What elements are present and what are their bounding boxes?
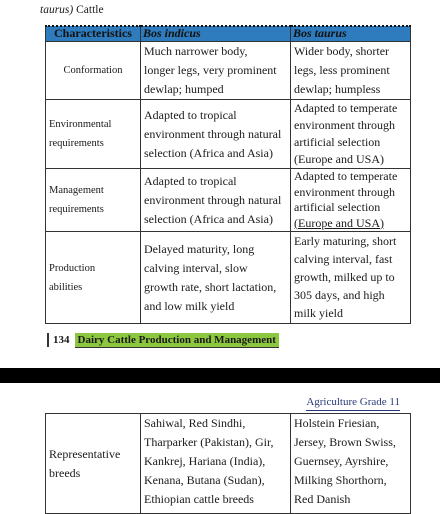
page-separator: [0, 368, 440, 383]
footer-title: Dairy Cattle Production and Management: [75, 333, 279, 348]
row-label-text: Production: [49, 262, 96, 274]
cell-line: Holstein Friesian,: [294, 416, 380, 430]
taurus-cell: [291, 42, 411, 100]
cell-line: Adapted to tropical: [144, 107, 237, 122]
cell-line: (Europe and USA): [294, 152, 384, 166]
cell-line: Adapted to temperate: [294, 101, 398, 115]
cell-line: environment through natural: [144, 192, 282, 207]
taurus-cell: [291, 232, 411, 324]
cell-line: Red Danish: [294, 492, 351, 506]
indicus-cell: [141, 42, 291, 100]
row-label-text: requirements: [49, 204, 104, 215]
cell-line: Early maturing, short: [294, 234, 397, 248]
bottom-page: [0, 383, 440, 506]
row-label-text: Management: [49, 185, 104, 196]
table-row: [46, 169, 411, 232]
row-label: [46, 232, 141, 324]
cell-line: Jersey, Brown Swiss,: [294, 435, 396, 449]
cell-line: (Europe and USA): [294, 215, 384, 230]
indicus-cell: [141, 232, 291, 324]
cell-line: Milking Shorthorn,: [294, 473, 387, 487]
header-bos-indicus: Bos indicus: [141, 26, 291, 42]
cell-line: Guernsey, Ayrshire,: [294, 454, 389, 468]
row-label-text: requirements: [49, 138, 104, 149]
row-label: [46, 100, 141, 169]
row-label: [46, 42, 141, 100]
cell-line: environment through: [294, 118, 395, 132]
table-row: [46, 232, 411, 324]
indicus-cell: [141, 169, 291, 232]
row-label: [46, 169, 141, 232]
table-caption: [40, 4, 104, 16]
table-header-row: [46, 26, 411, 42]
table-row: [46, 42, 411, 100]
cell-line: dewlap; humped: [144, 82, 224, 96]
cell-line: Wider body, shorter: [294, 44, 390, 58]
cell-line: selection (Africa and Asia): [144, 145, 273, 160]
row-label-text: abilities: [49, 281, 83, 293]
cell-line: calving interval, fast: [294, 252, 393, 266]
cell-line: Kenana, Butana (Sudan),: [144, 473, 265, 487]
cell-line: Kankrej, Hariana (India),: [144, 454, 266, 468]
page-header: Agriculture Grade 11: [306, 395, 400, 411]
taurus-cell: [291, 414, 411, 514]
cell-line: Delayed maturity, long: [144, 241, 255, 256]
cell-line: growth, milked up to: [294, 270, 395, 284]
cell-line: Tharparker (Pakistan), Gir,: [144, 435, 274, 449]
comparison-table: [45, 25, 411, 324]
cell-line: growth rate, short lactation,: [144, 279, 277, 294]
cell-line: Much narrower body,: [144, 44, 248, 58]
indicus-cell: [141, 100, 291, 169]
cell-line: environment through: [294, 184, 395, 199]
header-characteristics: Characteristics: [46, 26, 141, 42]
comparison-table-continued: [45, 413, 411, 514]
cell-line: and low milk yield: [144, 298, 235, 313]
row-label-text: breeds: [49, 465, 81, 480]
taurus-cell: [291, 169, 411, 232]
cell-line: Ethiopian cattle breeds: [144, 492, 254, 506]
cell-line: legs, less prominent: [294, 63, 390, 77]
cell-line: calving interval, slow: [144, 260, 248, 275]
taurus-cell: [291, 100, 411, 169]
caption-italic: taurus): [40, 4, 74, 16]
cell-line: artificial selection: [294, 135, 381, 149]
row-label: [46, 414, 141, 514]
caption-text: Cattle: [76, 4, 104, 16]
cell-line: artificial selection: [294, 200, 381, 214]
page-footer: [47, 333, 279, 347]
cell-line: longer legs, very prominent: [144, 63, 277, 77]
cell-line: dewlap; humpless: [294, 82, 381, 96]
page-number: 134: [47, 333, 75, 347]
cell-line: 305 days, and high: [294, 288, 385, 302]
cell-line: Sahiwal, Red Sindhi,: [144, 416, 246, 430]
cell-line: environment through natural: [144, 126, 282, 141]
cell-line: selection (Africa and Asia): [144, 211, 273, 226]
row-label-text: Representative: [49, 446, 121, 461]
cell-line: Adapted to tropical: [144, 173, 237, 188]
table-row: [46, 100, 411, 169]
table-row: [46, 414, 411, 514]
row-label-text: Conformation: [63, 65, 123, 76]
cell-line: milk yield: [294, 306, 343, 320]
cell-line: Adapted to temperate: [294, 169, 398, 183]
indicus-cell: [141, 414, 291, 514]
row-label-text: Environmental: [49, 119, 112, 130]
header-bos-taurus: Bos taurus: [291, 26, 411, 42]
